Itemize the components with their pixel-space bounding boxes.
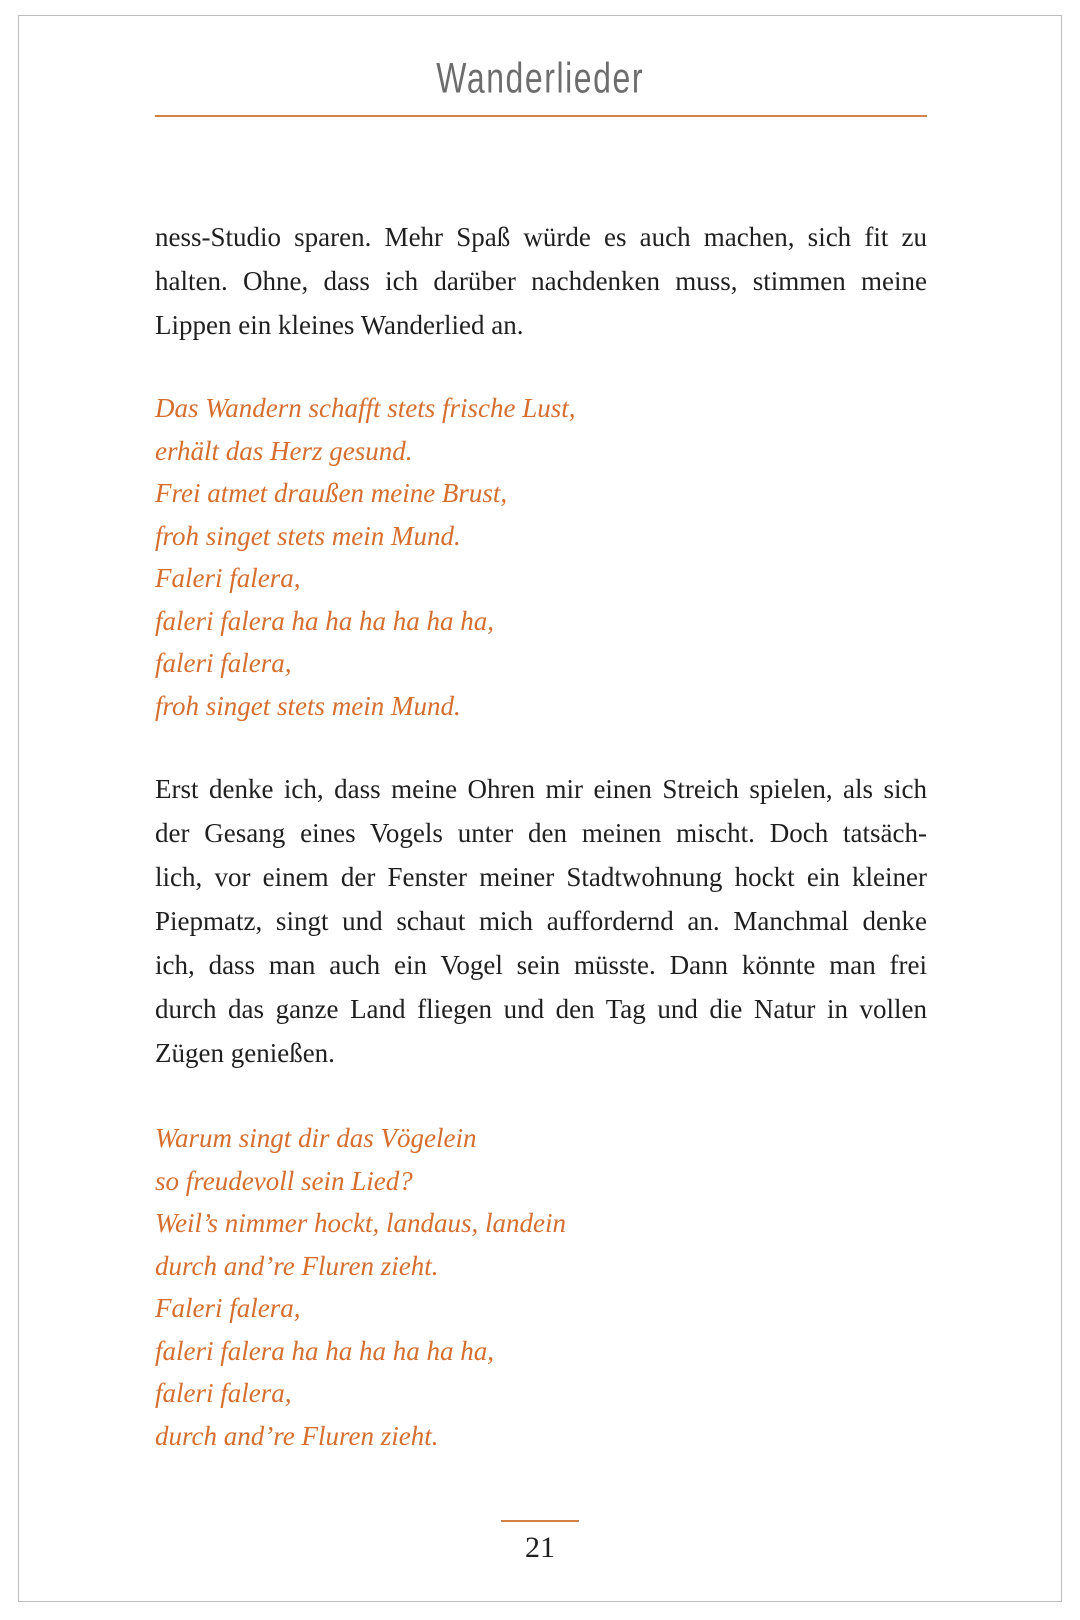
paragraph-line: Zügen genießen. [155,1038,335,1068]
song-line: durch and’re Fluren zieht. [155,1420,439,1451]
song-line: erhält das Herz gesund. [155,435,413,466]
song-line: Faleri falera, [155,1293,301,1323]
song-line: Das Wandern schafft stets frische Lust, [155,393,576,423]
paragraph-line: ness-Studio sparen. Mehr Spaß würde es auch machen, sich fit zu [155,222,927,252]
paragraph-line: ich, dass man auch ein Vogel sein müsste. Dann könnte man frei [155,950,927,980]
song-line: Frei atmet draußen meine Brust, [155,478,508,508]
song-line: so freudevoll sein Lied? [155,1165,413,1196]
song-verse [155,1117,927,1457]
page-footer [19,1520,1061,1565]
song-line: faleri falera ha ha ha ha ha ha, [155,605,494,636]
title-rule [155,115,927,117]
song-line: faleri falera, [155,648,292,678]
paragraph [155,767,927,1075]
song-line: Weil’s nimmer hockt, landaus, landein [155,1208,566,1238]
book-page [18,15,1062,1602]
page-title: Wanderlieder [436,54,644,102]
song-verse [155,387,927,727]
song-line: froh singet stets mein Mund. [155,690,461,721]
footer-rule [501,1520,579,1522]
song-line: Faleri falera, [155,563,301,593]
page-header [19,55,1061,102]
page-number: 21 [525,1531,555,1564]
song-line: faleri falera ha ha ha ha ha ha, [155,1335,494,1366]
paragraph-line: Piepmatz, singt und schaut mich auffordernd an. Manchmal denke [155,906,927,936]
paragraph [155,215,927,347]
paragraph-line: halten. Ohne, dass ich darüber nachdenken muss, stimmen meine [155,266,927,296]
song-line: faleri falera, [155,1378,292,1408]
song-line: froh singet stets mein Mund. [155,520,461,551]
paragraph-line: lich, vor einem der Fenster meiner Stadtwohnung hockt ein kleiner [155,862,927,892]
page-content [155,215,927,1457]
paragraph-line: durch das ganze Land fliegen und den Tag und die Natur in vollen [155,994,927,1024]
song-line: Warum singt dir das Vögelein [155,1123,477,1153]
paragraph-line: Lippen ein kleines Wanderlied an. [155,310,524,340]
paragraph-line: Erst denke ich, dass meine Ohren mir einen Streich spielen, als sich [155,774,927,804]
song-line: durch and’re Fluren zieht. [155,1250,439,1281]
paragraph-line: der Gesang eines Vogels unter den meinen mischt. Doch tatsäch- [155,818,927,848]
